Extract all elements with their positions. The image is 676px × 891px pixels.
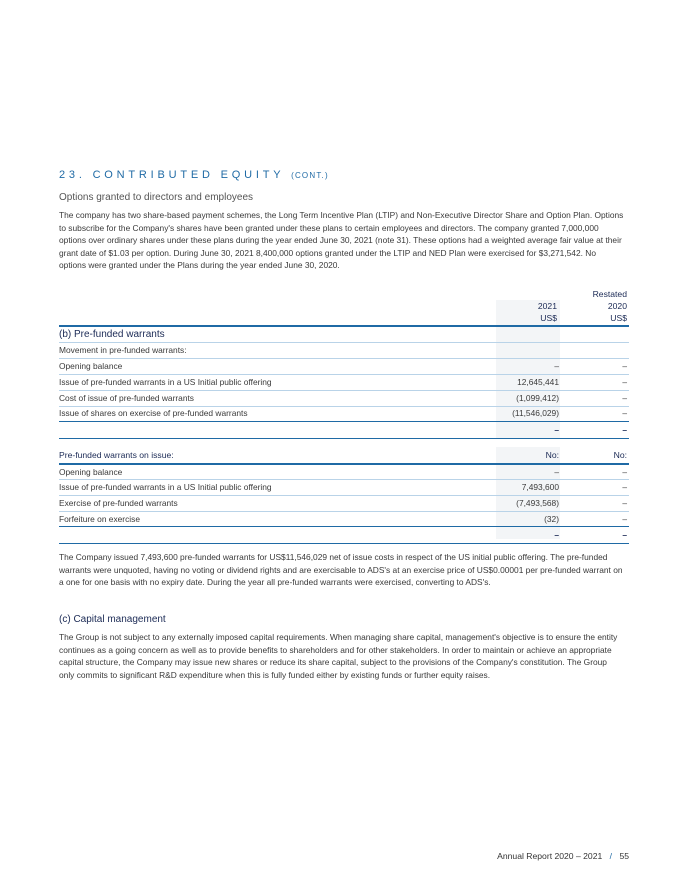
options-paragraph: The company has two share-based payment schemes, the Long Term Incentive Plan (LTIP) and Non-Executive Director Share and Option Plan. Options to subscribe for the Company's shares have been granted under these plans to certain employees and directors. The company granted 7,000,000 options over ordinary shares under these plans during the year ended June 30, 2021 (note 31). These options had a weighted average fair value at their grant date of $1.03 per option. During June 30, 2021 8,400,000 options granted under the LTIP and NED Plan were exercised for $3,271,542. No options were granted under the Plans during the year ended June 30, 2020.	[59, 210, 624, 271]
page-footer	[497, 851, 629, 861]
table-row: Issue of pre-funded warrants in a US Initial public offering 12,645,441 –	[59, 377, 627, 387]
col-unit-2020: US$	[610, 313, 627, 323]
col-year-2021: 2021	[537, 301, 557, 311]
table-row: Cost of issue of pre-funded warrants (1,099,412) –	[59, 393, 627, 403]
capital-title: (c) Capital management	[59, 614, 166, 625]
table-row: Movement in pre-funded warrants:	[59, 345, 187, 355]
table-row: Issue of shares on exercise of pre-funded warrants (11,546,029) –	[59, 408, 627, 418]
section-title: CONTRIBUTED EQUITY	[92, 169, 285, 181]
col-year-2020: 2020	[607, 301, 627, 311]
table-row: Exercise of pre-funded warrants (7,493,568) –	[59, 498, 627, 508]
section-number: 23.	[59, 169, 86, 181]
section-heading	[59, 169, 329, 181]
table-total-row: – –	[554, 425, 627, 435]
warrants-note: The Company issued 7,493,600 pre-funded warrants for US$11,546,029 net of issue costs in respect of the US initial public offering. The pre-funded warrants were unquoted, having no voting or dividend rights and are exercisable to ADS's at an exercise price of US$0.00001 per pre-funded warrant on a one for one basis with no expiry date. During the year all pre-funded warrants were exercised, converting to ADS's.	[59, 552, 623, 588]
table-row: Opening balance – –	[59, 467, 627, 477]
capital-paragraph: The Group is not subject to any externally imposed capital requirements. When managing share capital, management's objective is to ensure the entity continues as a going concern as well as to provide benefits to shareholders and for other stakeholders. In order to maintain or achieve an appropriate capital structure, the Company may issue new shares or reduce its share capital, subject to the provisions of the Company's constitution. The Group only commits to significant R&D expenditure when this is fully funded either by existing funds or further equity raises.	[59, 632, 618, 680]
table-top-rule	[59, 325, 629, 327]
footer-report: Annual Report 2020 – 2021	[497, 851, 603, 861]
section-cont: (CONT.)	[291, 171, 329, 180]
warrants-title: (b) Pre-funded warrants	[59, 329, 165, 340]
options-title: Options granted to directors and employees	[59, 192, 253, 203]
table-row: Issue of pre-funded warrants in a US Initial public offering 7,493,600 –	[59, 482, 627, 492]
col-unit-2021: US$	[540, 313, 557, 323]
table-row: Opening balance – –	[59, 361, 627, 371]
footer-separator: /	[609, 851, 613, 861]
page-number: 55	[619, 851, 629, 861]
total-rule	[59, 543, 629, 544]
table-total-row: – –	[554, 530, 627, 540]
col-restated: Restated	[592, 289, 627, 299]
table-row: Forfeiture on exercise (32) –	[59, 514, 627, 524]
total-rule	[59, 438, 629, 439]
on-issue-header-row: Pre-funded warrants on issue: No: No:	[59, 450, 627, 460]
